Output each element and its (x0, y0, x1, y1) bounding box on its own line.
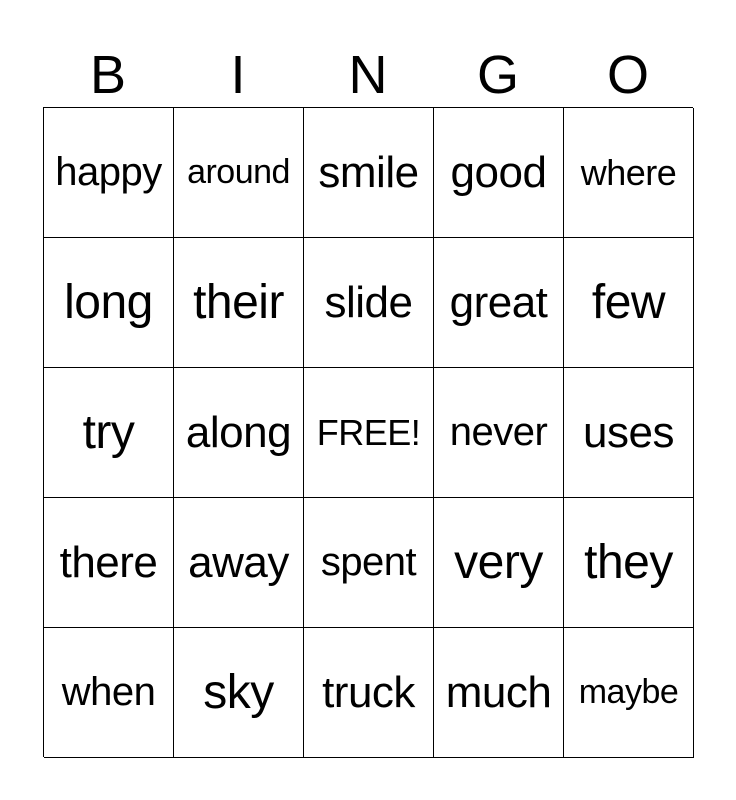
bingo-cell[interactable]: happy (44, 108, 174, 238)
bingo-cell[interactable]: spent (304, 498, 434, 628)
header-letter-i: I (230, 45, 246, 105)
bingo-cell[interactable]: uses (564, 368, 694, 498)
bingo-header (43, 42, 693, 108)
bingo-cell[interactable]: long (44, 238, 174, 368)
bingo-board (43, 107, 693, 757)
bingo-cell[interactable]: much (434, 628, 564, 758)
bingo-cell[interactable]: smile (304, 108, 434, 238)
bingo-cell[interactable]: few (564, 238, 694, 368)
bingo-cell[interactable]: try (44, 368, 174, 498)
bingo-cell[interactable]: around (174, 108, 304, 238)
bingo-cell[interactable]: truck (304, 628, 434, 758)
header-letter-n: N (348, 45, 388, 105)
bingo-cell[interactable]: great (434, 238, 564, 368)
bingo-cell[interactable]: there (44, 498, 174, 628)
bingo-cell[interactable]: where (564, 108, 694, 238)
bingo-cell[interactable]: they (564, 498, 694, 628)
bingo-cell[interactable]: their (174, 238, 304, 368)
bingo-cell[interactable]: very (434, 498, 564, 628)
header-letter-o: O (606, 45, 649, 105)
bingo-cell[interactable]: slide (304, 238, 434, 368)
header-letter-b: B (89, 45, 127, 105)
bingo-cell[interactable]: sky (174, 628, 304, 758)
bingo-cell[interactable]: when (44, 628, 174, 758)
header-letter-g: G (476, 45, 519, 105)
bingo-cell[interactable]: away (174, 498, 304, 628)
bingo-cell[interactable]: never (434, 368, 564, 498)
bingo-cell[interactable]: along (174, 368, 304, 498)
bingo-cell[interactable]: good (434, 108, 564, 238)
bingo-cell[interactable]: maybe (564, 628, 694, 758)
free-space-cell[interactable]: FREE! (304, 368, 434, 498)
